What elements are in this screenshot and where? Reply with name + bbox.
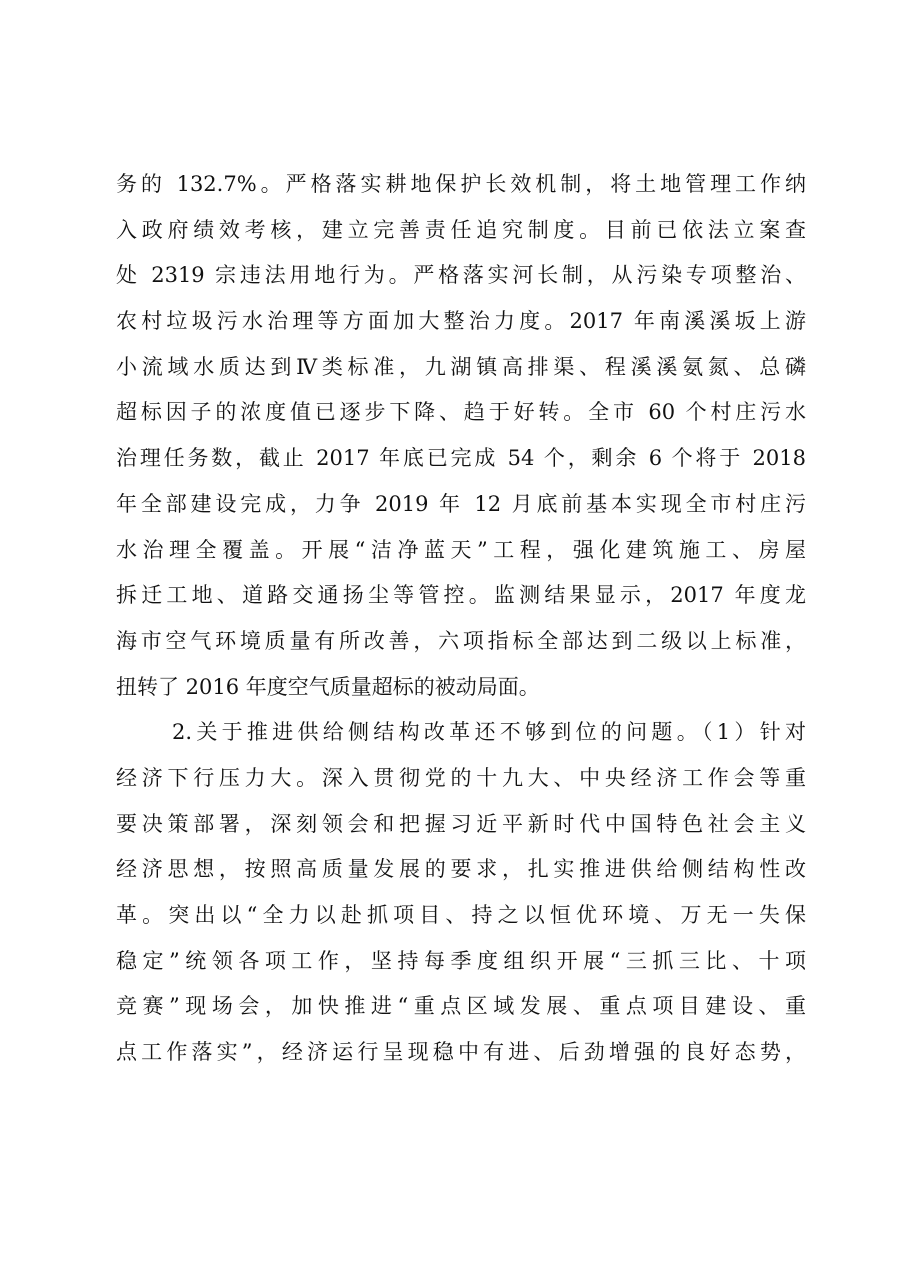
text-line: 年全部建设完成，力争 2019 年 12 月底前基本实现全市村庄污 bbox=[116, 491, 806, 516]
text-line: 经济思想，按照高质量发展的要求，扎实推进供给侧结构性改 bbox=[116, 857, 806, 882]
text-line: 小流域水质达到Ⅳ类标准，九湖镇高排渠、程溪溪氨氮、总磷 bbox=[116, 354, 806, 379]
text-line: 务的 132.7%。严格落实耕地保护长效机制，将土地管理工作纳 bbox=[116, 172, 806, 196]
text-line: 农村垃圾污水治理等方面加大整治力度。2017 年南溪溪坂上游 bbox=[116, 309, 806, 334]
paragraph-first-line: 2.关于推进供给侧结构改革还不够到位的问题。（1）针对 bbox=[172, 720, 806, 745]
text-line: 入政府绩效考核，建立完善责任追究制度。目前已依法立案查 bbox=[116, 217, 806, 242]
text-line: 竞赛”现场会，加快推进“重点区域发展、重点项目建设、重 bbox=[116, 994, 806, 1019]
text-line: 海市空气环境质量有所改善，六项指标全部达到二级以上标准， bbox=[116, 628, 806, 653]
text-line: 拆迁工地、道路交通扬尘等管控。监测结果显示，2017 年度龙 bbox=[116, 583, 806, 608]
text-line: 要决策部署，深刻领会和把握习近平新时代中国特色社会主义 bbox=[116, 811, 806, 836]
body-text bbox=[116, 162, 806, 1076]
text-line: 超标因子的浓度值已逐步下降、趋于好转。全市 60 个村庄污水 bbox=[116, 400, 806, 425]
text-line: 经济下行压力大。深入贯彻党的十九大、中央经济工作会等重 bbox=[116, 765, 806, 790]
text-line: 水治理全覆盖。开展“洁净蓝天”工程，强化建筑施工、房屋 bbox=[116, 537, 806, 562]
text-line: 处 2319 宗违法用地行为。严格落实河长制，从污染专项整治、 bbox=[116, 263, 806, 288]
text-line: 治理任务数，截止 2017 年底已完成 54 个，剩余 6 个将于 2018 bbox=[116, 446, 806, 471]
text-line: 稳定”统领各项工作，坚持每季度组织开展“三抓三比、十项 bbox=[116, 948, 806, 973]
text-line: 点工作落实”，经济运行呈现稳中有进、后劲增强的良好态势， bbox=[116, 1040, 806, 1065]
text-line: 革。突出以“全力以赴抓项目、持之以恒优环境、万无一失保 bbox=[116, 903, 806, 927]
paragraph-last-line: 扭转了 2016 年度空气质量超标的被动局面。 bbox=[116, 674, 540, 699]
